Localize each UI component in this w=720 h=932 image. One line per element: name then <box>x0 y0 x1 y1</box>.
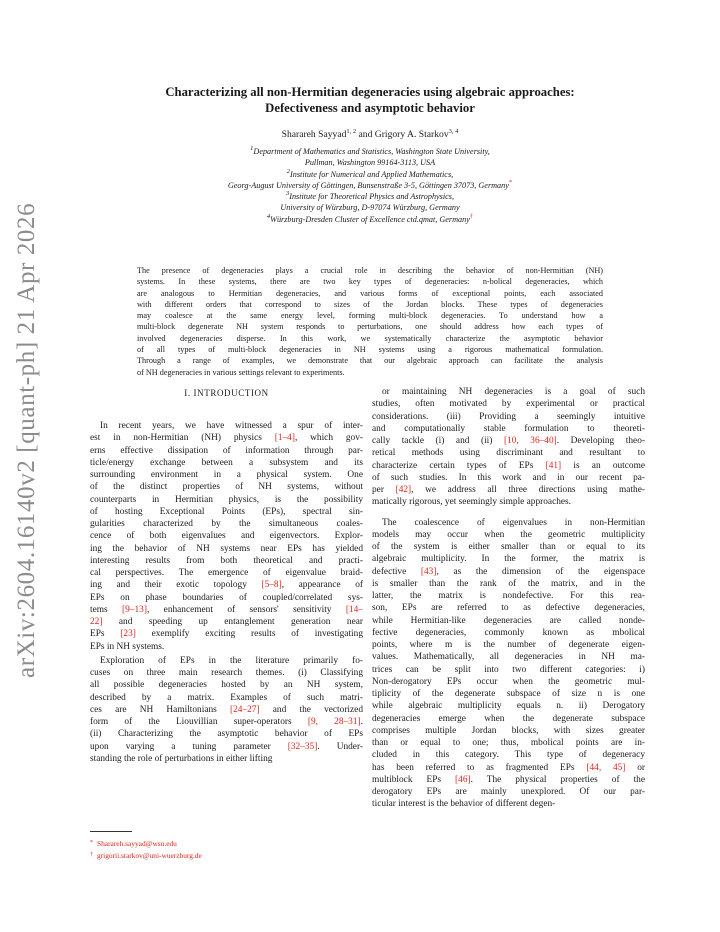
abstract-line: multi-block degenerate NH system responds to perturbations, one should address how each types of <box>137 322 603 332</box>
footnotes <box>90 838 363 861</box>
section-heading: I. INTRODUCTION <box>184 388 269 398</box>
text-line: points, where m is the number of degenerate eigen- <box>372 640 645 650</box>
text-line: standing the role of perturbations in either lifting <box>90 753 273 764</box>
author-starkov: Grigory A. Starkov <box>374 129 449 140</box>
footnote-mark-dagger[interactable]: † <box>469 212 474 220</box>
paper-title <box>100 84 640 116</box>
left-column <box>90 386 363 765</box>
text-line: cluded in this category. This type of degeneracy <box>372 750 645 761</box>
text-line: is smaller than the rank of the matrix, and in the <box>372 578 645 589</box>
text-line: ticle/energy exchange between a subsystem and its <box>90 457 363 468</box>
text-line: of such studies. In this work and in our recent pa- <box>372 472 645 483</box>
text-line: while Hermitian-like degeneracies are called nonde- <box>372 615 645 626</box>
intro-paragraph-4 <box>372 517 645 811</box>
affiliation-2-line-2: Georg-August University of Göttingen, Bunsenstraße 3-5, Göttingen 37073, Germany* <box>227 178 513 190</box>
affiliation-2-line-1: $^2$Institute for Numerical and Applied Mathematics, <box>286 167 454 179</box>
text-line: (ii) Characterizing the asymptotic behavior of EPs <box>90 729 363 740</box>
abstract-line: involved degeneracies disperse. In this work, we systematically characterize the asymptotic behavior <box>137 333 603 343</box>
text-line: characterize certain types of EPs [41] is an outcome <box>372 460 645 471</box>
text-line: tiplicity of the degenerate subspace of size n is one <box>372 689 645 699</box>
citation-link[interactable]: [9–13] <box>122 604 147 615</box>
citation-link[interactable]: [14– <box>345 604 363 615</box>
citation-link[interactable]: 22] <box>90 617 103 627</box>
affiliation-1-line-1: $^1$Department of Mathematics and Statistics, Washington State University, <box>250 145 490 156</box>
text-line: fective degeneracies, commonly known as mbolical <box>372 627 645 638</box>
text-line: than or equal to one; thus, mbolical points are in- <box>372 738 645 748</box>
citation-link[interactable]: [24–27] <box>229 704 260 715</box>
text-line: tems [9–13], enhancement of sensors' sensitivity [14– <box>90 604 363 615</box>
title-line-2: Defectiveness and asymptotic behavior <box>265 101 475 115</box>
arxiv-identifier[interactable]: arXiv:2604.16140v2 [quant-ph] 21 Apr 2026 <box>13 202 40 678</box>
text-line: considerations. (iii) Providing a seemingly intuitive <box>372 411 645 422</box>
footnote-rule <box>90 831 132 832</box>
citation-link[interactable]: [32–35] <box>287 741 318 752</box>
abstract <box>137 265 603 378</box>
author-sayyad-affil: 1, 2 <box>346 128 357 135</box>
abstract-line: are analogous to Hermitian degeneracies, and various forms of exceptional points, each associated <box>137 288 603 298</box>
text-line: cal perspectives. The emergence of eigenvalue braid- <box>90 568 363 578</box>
text-line: matically rigorous, yet seemingly simple approaches. <box>372 497 572 508</box>
text-line: gularities characterized by the simultaneous coales- <box>90 519 363 529</box>
text-line: ing and their exotic topology [5–8], appearance of <box>90 580 363 591</box>
citation-link[interactable]: [1–4] <box>274 433 295 444</box>
author-separator: and <box>356 129 375 140</box>
text-line: models may occur when the geometric multiplicity <box>372 529 645 540</box>
citation-link[interactable]: [42] <box>395 485 412 495</box>
citation-link[interactable]: [41] <box>545 460 562 471</box>
text-line: degeneracies emerge when the degenerate subspace <box>372 713 645 724</box>
text-line: EPs [23] exemplify exciting results of investigating <box>90 629 363 640</box>
affiliation-1-line-2: Pullman, Washington 99164-3113, USA <box>304 158 436 168</box>
abstract-line: systems. In these systems, there are two key types of degeneracies: n-bolical degeneracies, which <box>137 277 603 287</box>
text-line: retical methods using discriminant and resultant to <box>372 448 645 459</box>
author-starkov-affil: 3, 4 <box>448 128 459 135</box>
citation-link[interactable]: [5–8] <box>261 580 282 591</box>
text-line: Non-derogatory EPs occur when the geometric mul- <box>372 676 645 687</box>
abstract-line: may coalesce at the same energy level, forming multi-block degeneracies. To understand how a <box>137 311 603 321</box>
text-line: Exploration of EPs in the literature primarily fo- <box>100 655 363 666</box>
text-line: derogatory EPs are mainly unexplored. Of our par- <box>372 787 645 797</box>
text-line: surrounding environment in a physical system. One <box>90 470 363 480</box>
text-line: 22] and speeding up entanglement generation near <box>90 617 363 627</box>
author-list <box>100 129 640 141</box>
text-line: The coalescence of eigenvalues in non-Hermitian <box>382 517 645 528</box>
text-line: multiblock EPs [46]. The physical properties of the <box>372 774 645 785</box>
text-line: ing the behavior of NH systems near EPs has yielded <box>90 543 363 554</box>
affiliation-3-line-1: $^3$Institute for Theoretical Physics and Astrophysics, <box>285 190 455 201</box>
abstract-line: of NH degeneracies in various settings relevant to experiments. <box>137 367 345 377</box>
intro-paragraph-2 <box>90 655 363 765</box>
text-line: cally tackle (i) and (ii) [10, 36–40]. Developing theo- <box>372 436 645 446</box>
text-line: EPs in NH systems. <box>90 641 165 652</box>
affiliations <box>100 146 640 225</box>
affiliation-3-line-2: University of Würzburg, D-97074 Würzburg, Germany <box>280 203 460 213</box>
citation-link[interactable]: [46] <box>455 774 471 785</box>
text-line: studies, often motivated by experimental or practical <box>372 399 645 410</box>
email-link-sayyad[interactable]: Sharareh.sayyad@wsu.edu <box>97 839 177 848</box>
footnote-1: * Sharareh.sayyad@wsu.edu <box>90 839 177 848</box>
text-line: son, EPs are referred to as defective degeneracies, <box>372 603 645 614</box>
text-line: while algebraic multiplicity equals n. ii) Derogatory <box>372 701 645 712</box>
text-line: of the distinct properties of NH systems, without <box>90 482 363 493</box>
citation-link[interactable]: [9, 28–31] <box>307 717 361 727</box>
text-line: interesting results from both theoretical and practi- <box>90 555 363 566</box>
text-line: described by a matrix. Examples of such matri- <box>90 692 363 703</box>
title-line-1: Characterizing all non-Hermitian degeneracies using algebraic approaches: <box>165 85 575 99</box>
text-line: cuses on three main research themes. (i) Classifying <box>90 668 363 678</box>
email-link-starkov[interactable]: grigorii.starkov@uni-wuerzburg.de <box>97 850 202 860</box>
text-line: latter, the matrix is nondefective. For this rea- <box>372 591 645 601</box>
abstract-line: of all types of multi-block degeneracies in NH systems using a rigorous mathematical formulation. <box>137 345 603 355</box>
text-line: counterparts in Hermitian physics, is the possibility <box>90 494 363 505</box>
text-line: EPs on phase boundaries of coupled/correlated sys- <box>90 592 363 603</box>
right-column <box>372 386 645 811</box>
text-line: upon varying a tuning parameter [32–35]. Under- <box>90 741 363 752</box>
text-line: trices can be split into two different categories: i) <box>372 664 645 675</box>
text-line: per [42], we address all three directions using mathe- <box>372 485 645 495</box>
affiliation-4-line-1: $^4$Würzburg-Dresden Cluster of Excellence ctd.qmat, Germany† <box>266 212 474 224</box>
abstract-line: Through a range of examples, we demonstrate that our algebraic approach can facilitate the analysis <box>137 356 603 366</box>
footnote-mark-star[interactable]: * <box>508 178 513 186</box>
text-line: and computationally stable formulation to theoreti- <box>372 423 645 434</box>
intro-paragraph-3 <box>372 386 645 509</box>
footnote-2: † grigorii.starkov@uni-wuerzburg.de <box>90 850 202 860</box>
text-line: form of the Liouvillian super-operators [9, 28–31]. <box>90 717 363 727</box>
text-line: all possible degeneracies hosted by an NH system, <box>90 680 363 691</box>
citation-link[interactable]: [44, 45] <box>586 762 626 773</box>
text-line: defective [43], as the dimension of the eigenspace <box>372 566 645 577</box>
text-line: cence of both eigenvalues and eigenvectors. Explor- <box>90 531 363 542</box>
text-line: comprises multiple Jordan blocks, with sizes greater <box>372 725 645 736</box>
text-line: In recent years, we have witnessed a spur of inter- <box>100 421 363 431</box>
abstract-line: The presence of degeneracies plays a crucial role in describing the behavior of non-Hermitian (NH) <box>137 266 603 275</box>
intro-paragraph-1 <box>90 420 363 653</box>
text-line: values. Mathematically, all degeneracies in NH ma- <box>372 652 645 663</box>
citation-link[interactable]: [23] <box>120 629 136 640</box>
text-line: or maintaining NH degeneracies is a goal of such <box>382 387 645 397</box>
text-line: of hosting Exceptional Points (EPs), spectral sin- <box>90 506 363 517</box>
author-sayyad: Sharareh Sayyad <box>281 129 347 140</box>
citation-link[interactable]: [43] <box>420 566 437 577</box>
text-line: algebraic multiplicity. In the former, the matrix is <box>372 554 645 565</box>
text-line: ticular interest is the behavior of different degen- <box>372 799 556 810</box>
text-line: ces are NH Hamiltonians [24–27] and the vectorized <box>90 704 363 715</box>
abstract-line: with different orders that correspond to sizes of the Jordan blocks. These types of degeneracies <box>137 299 603 309</box>
text-line: erns effective dissipation of information through par- <box>90 445 363 456</box>
citation-link[interactable]: [10, 36–40] <box>503 436 557 446</box>
text-line: of the system is either smaller than or equal to its <box>372 542 645 552</box>
text-line: has been referred to as fragmented EPs [44, 45] or <box>372 762 645 773</box>
text-line: est in non-Hermitian (NH) physics [1–4], which gov- <box>90 433 363 444</box>
